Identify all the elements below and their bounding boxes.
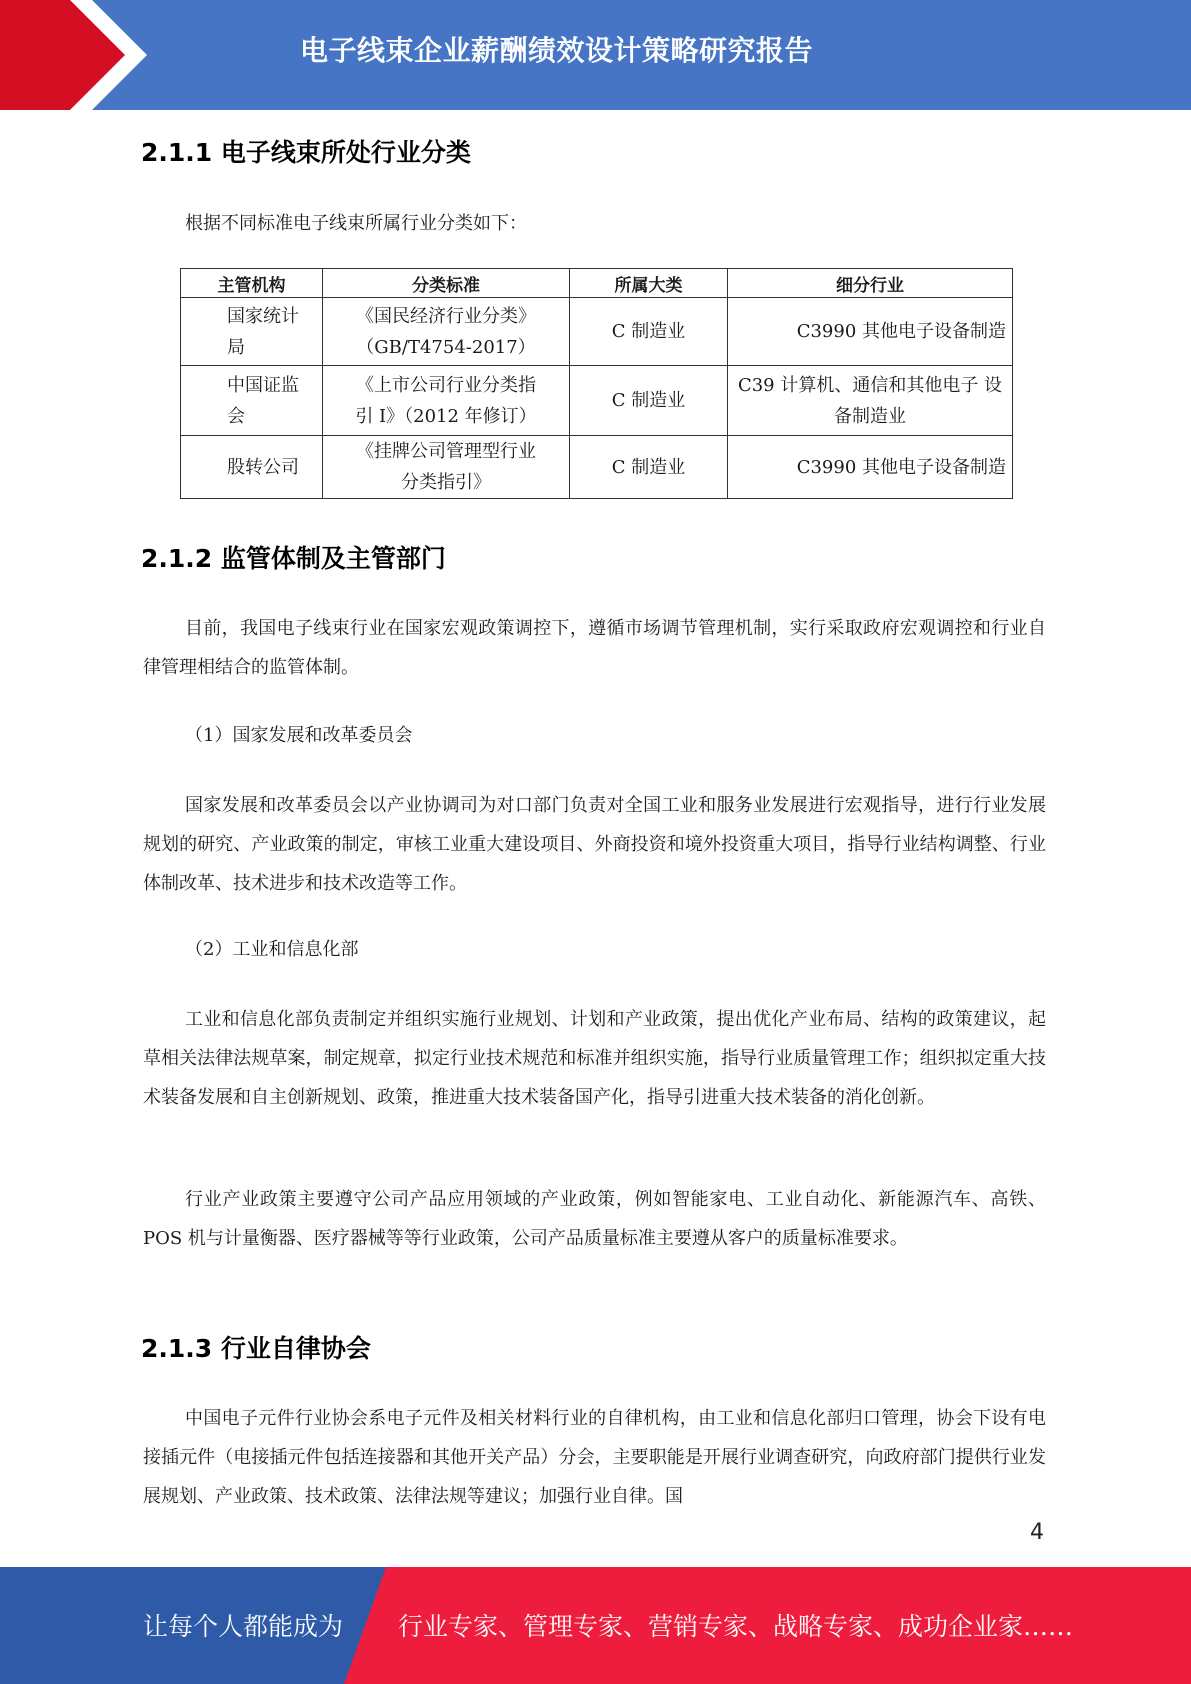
- section-intro: 根据不同标准电子线束所属行业分类如下：: [185, 213, 527, 234]
- sub-industry-cell: C3990 其他电子设备制造: [728, 298, 1013, 366]
- table-header-cell: 主管机构: [181, 269, 323, 298]
- standard-line: 《国民经济行业分类》: [356, 305, 536, 327]
- page-number: 4: [1030, 1520, 1044, 1545]
- paragraph: 目前，我国电子线束行业在国家宏观政策调控下，遵循市场调节管理机制，实行采取政府宏观调控和行业自律管理相结合的监管体制。: [143, 618, 1046, 678]
- org-cell: 中国证监会: [181, 366, 323, 436]
- org-cell: 股转公司: [181, 436, 323, 499]
- table-row: [181, 436, 1013, 499]
- category-cell: C 制造业: [570, 436, 728, 499]
- paragraph: 中国电子元件行业协会系电子元件及相关材料行业的自律机构，由工业和信息化部归口管理，协会下设有电接插元件（电接插元件包括连接器和其他开关产品）分会，主要职能是开展行业调查研究，向政府部门提供行业发展规划、产业政策、技术政策、法律法规等建议；加强行业自律。国: [143, 1408, 1046, 1507]
- sub-industry-cell: C39 计算机、通信和其他电子 设备制造业: [728, 366, 1013, 436]
- table-header-row: [181, 269, 1013, 298]
- section-heading-2-1-1: 2.1.1 电子线束所处行业分类: [141, 138, 471, 167]
- paragraph: 国家发展和改革委员会以产业协调司为对口部门负责对全国工业和服务业发展进行宏观指导，进行行业发展规划的研究、产业政策的制定，审核工业重大建设项目、外商投资和境外投资重大项目，指导行业结构调整、行业体制改革、技术进步和技术改造等工作。: [143, 795, 1046, 894]
- footer-slogan-right: 行业专家、管理专家、营销专家、战略专家、成功企业家……: [398, 1612, 1074, 1641]
- footer-slogan-left: 让每个人都能成为: [143, 1612, 344, 1641]
- subheading-miit: （2）工业和信息化部: [185, 939, 359, 960]
- header-arrow-decoration: [0, 0, 160, 110]
- paragraph: 工业和信息化部负责制定并组织实施行业规划、计划和产业政策，提出优化产业布局、结构的政策建议，起草相关法律法规草案，制定规章，拟定行业技术规范和标准并组织实施，指导行业质量管理工作；组织拟定重大技术装备发展和自主创新规划、政策，推进重大技术装备国产化，指导引进重大技术装备的消化创新。: [143, 1009, 1046, 1108]
- table-row: [181, 366, 1013, 436]
- table-header-cell: 细分行业: [728, 269, 1013, 298]
- standard-line: （GB/T4754-2017）: [356, 336, 536, 358]
- standard-line: 《上市公司行业分类指: [356, 374, 536, 396]
- standard-cell: [323, 436, 570, 499]
- org-cell: 国家统计局: [181, 298, 323, 366]
- industry-classification-table: [180, 268, 1013, 499]
- section-heading-2-1-2: 2.1.2 监管体制及主管部门: [141, 544, 446, 573]
- standard-line: 分类指引》: [401, 472, 491, 493]
- standard-line: 《挂牌公司管理型行业: [356, 441, 536, 462]
- sub-industry-cell: C3990 其他电子设备制造: [728, 436, 1013, 499]
- report-title: 电子线束企业薪酬绩效设计策略研究报告: [300, 34, 814, 67]
- subheading-ndrc: （1）国家发展和改革委员会: [185, 725, 413, 746]
- standard-cell: [323, 298, 570, 366]
- table-header-cell: 分类标准: [323, 269, 570, 298]
- header-banner: [0, 0, 1191, 110]
- table-header-cell: 所属大类: [570, 269, 728, 298]
- paragraph: 行业产业政策主要遵守公司产品应用领域的产业政策，例如智能家电、工业自动化、新能源汽车、高铁、POS 机与计量衡器、医疗器械等等行业政策，公司产品质量标准主要遵从客户的质量标准要求。: [143, 1189, 1046, 1249]
- category-cell: C 制造业: [570, 298, 728, 366]
- table-row: [181, 298, 1013, 366]
- category-cell: C 制造业: [570, 366, 728, 436]
- section-heading-2-1-3: 2.1.3 行业自律协会: [141, 1334, 371, 1363]
- footer-banner: [0, 1567, 1191, 1684]
- standard-cell: [323, 366, 570, 436]
- standard-line: 引 I》（2012 年修订）: [355, 405, 537, 427]
